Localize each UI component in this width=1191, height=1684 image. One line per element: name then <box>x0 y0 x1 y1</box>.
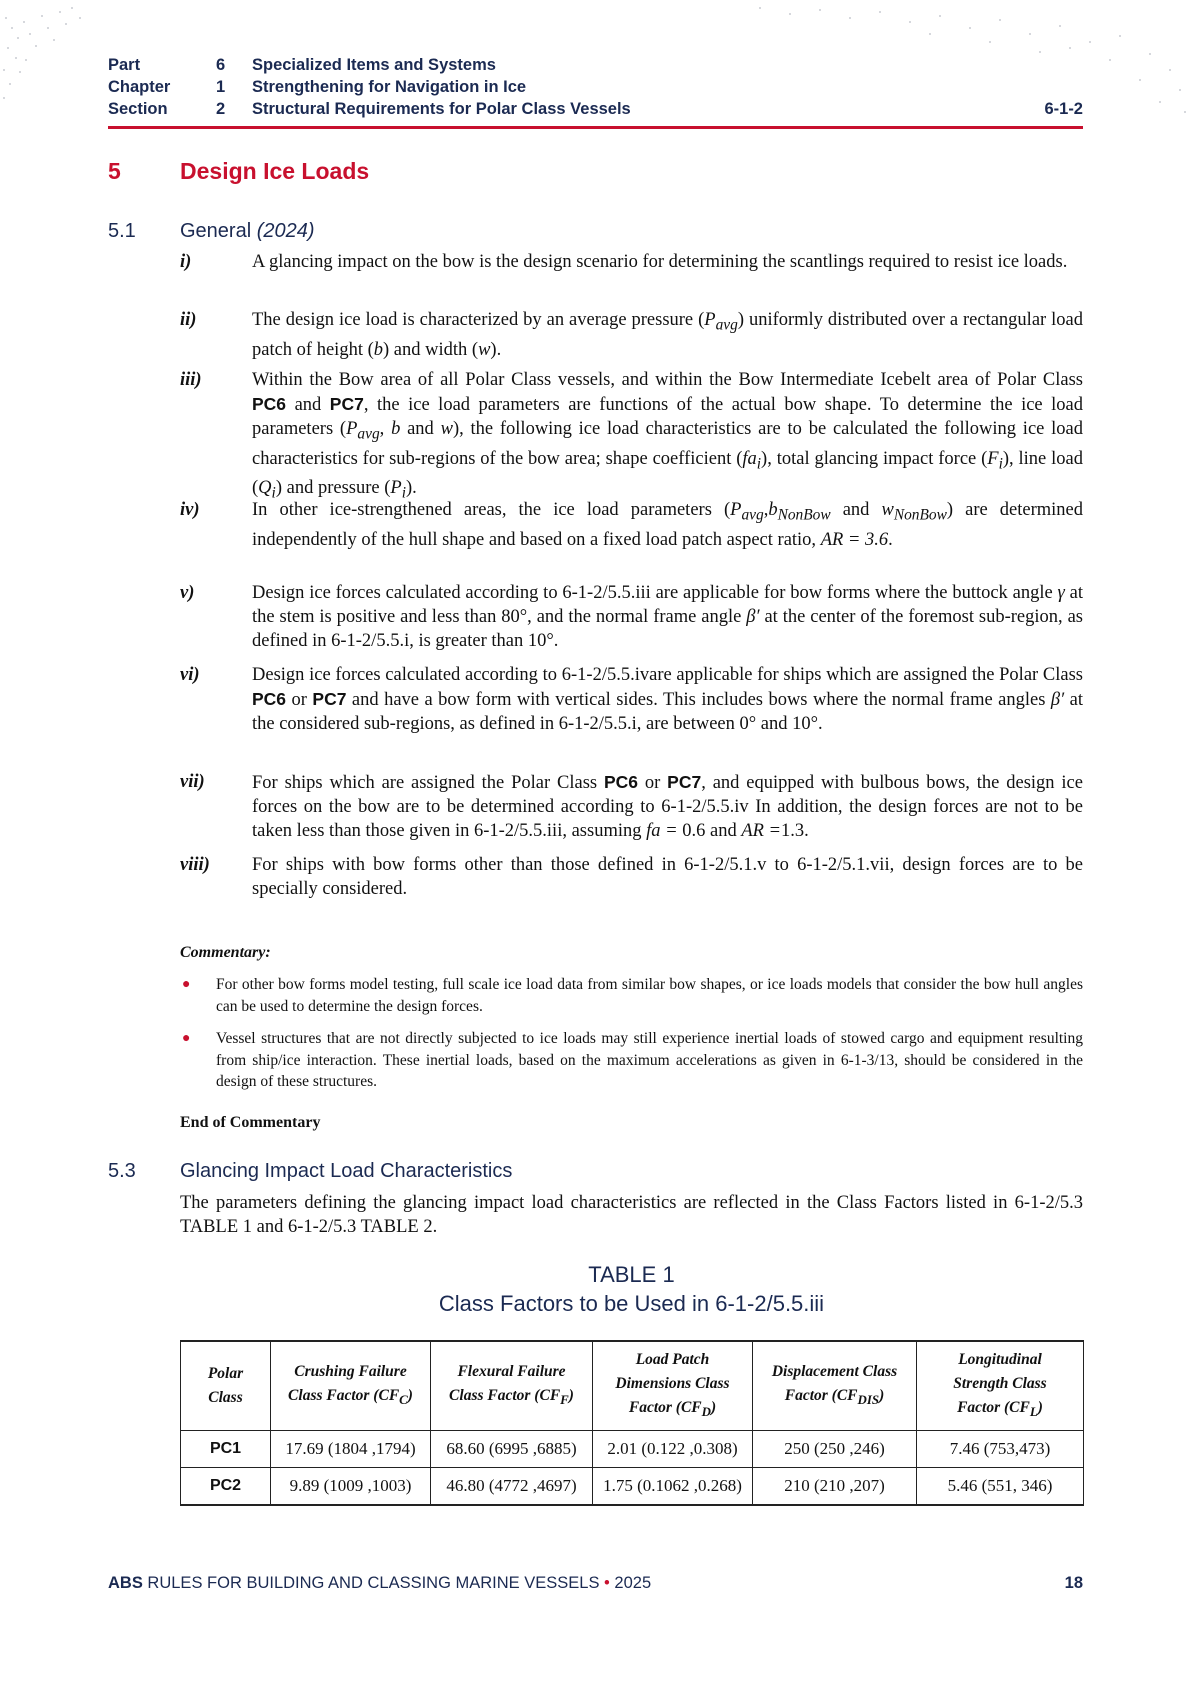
column-header: Polar Class <box>181 1341 271 1431</box>
left-dot-wave <box>3 7 81 99</box>
table-cell: 5.46 (551, 346) <box>917 1468 1084 1506</box>
item-number: viii) <box>180 855 210 875</box>
table-cell: 9.89 (1009 ,1003) <box>271 1468 431 1506</box>
item-number: vi) <box>180 665 200 685</box>
column-header: Flexural Failure Class Factor $(CF_F)$ <box>431 1341 593 1431</box>
item-number: ii) <box>180 310 197 330</box>
bullet-text: For other bow forms model testing, full scale ice load data from similar bow shapes, or ice loads models that consider the bow hull angles can be used to determine the design forces. <box>216 976 1083 1015</box>
header-title: Strengthening for Navigation in Ice <box>252 78 527 96</box>
paragraph-5-3: The parameters defining the glancing impact load characteristics are reflected in the Class Factors listed in 6-1-2/5.3 TABLE 1 and 6-1-2/5.3 TABLE 2. <box>180 1193 1083 1237</box>
section-title: Design Ice Loads <box>180 158 370 184</box>
table-cell: 210 (210 ,207) <box>753 1468 917 1506</box>
header-label: Part <box>108 56 141 74</box>
commentary-end: End of Commentary <box>180 1114 321 1131</box>
item-number: i) <box>180 252 192 272</box>
item-text: Design ice forces calculated according to 6-1-2/5.5.ivare applicable for ships which are assigned the Polar Class PC6 or PC7 and have a bow form with vertical sides. This includes bows where the normal frame angles β′ at the considered sub-regions, as defined in 6-1-2/5.5.i, are between 0° and 10°. <box>252 665 1083 734</box>
column-header: Crushing Failure Class Factor $(CF_C)$ <box>271 1341 431 1431</box>
subsection-number: 5.3 <box>108 1160 136 1182</box>
table-cell: 17.69 (1804 ,1794) <box>271 1431 431 1468</box>
right-dot-wave <box>759 7 1186 113</box>
item-number: vii) <box>180 772 205 792</box>
footer-title: ABS RULES FOR BUILDING AND CLASSING MARINE VESSELS • 2025 <box>108 1574 652 1592</box>
bullet-icon: ● <box>182 977 191 992</box>
item-text: For ships with bow forms other than those defined in 6-1-2/5.1.v to 6-1-2/5.1.vii, design forces are to be specially considered. <box>252 855 1083 899</box>
item-text: Within the Bow area of all Polar Class vessels, and within the Bow Intermediate Icebelt area of Polar Class PC6 and PC7, the ice load parameters are functions of the actual bow shape. To determine the ice load parameters ($P_{avg}$, b and w), the following ice load characteristics are to be calculated the following ice load characteristics for sub-regions of the bow area; shape coefficient $(fa_i)$, total glancing impact force $(F_i)$, line load $(Q_i)$ and pressure $(P_i)$. <box>252 370 1083 503</box>
column-header: Displacement Class Factor $(CF_{DIS})$ <box>753 1341 917 1431</box>
table-row <box>181 1468 1084 1506</box>
subsection-number: 5.1 <box>108 220 136 242</box>
table-cell: PC1 <box>181 1431 271 1468</box>
table-cell: 2.01 (0.122 ,0.308) <box>593 1431 753 1468</box>
table-cell: 46.80 (4772 ,4697) <box>431 1468 593 1506</box>
table-cell: 7.46 (753,473) <box>917 1431 1084 1468</box>
header-reference: 6-1-2 <box>1044 100 1083 118</box>
header-num: 1 <box>216 78 226 96</box>
item-number: iv) <box>180 500 200 520</box>
table-title: Class Factors to be Used in 6-1-2/5.5.iii <box>438 1291 825 1316</box>
item-number: iii) <box>180 370 202 390</box>
header-title: Specialized Items and Systems <box>252 56 496 74</box>
table-number: TABLE 1 <box>588 1262 675 1287</box>
bullet-icon: ● <box>182 1031 191 1046</box>
column-header: Load Patch Dimensions Class Factor $(CF_D)$ <box>593 1341 753 1431</box>
table-cell: 1.75 (0.1062 ,0.268) <box>593 1468 753 1506</box>
header-rule <box>108 126 1083 129</box>
subsection-title: General <box>180 220 252 242</box>
subsection-year: (2024) <box>256 220 315 242</box>
class-factors-table <box>180 1340 1084 1506</box>
page-number: 18 <box>1064 1574 1083 1592</box>
section-number: 5 <box>108 158 121 184</box>
commentary-heading: Commentary: <box>180 944 271 961</box>
table-cell: PC2 <box>181 1468 271 1506</box>
table-cell: 250 (250 ,246) <box>753 1431 917 1468</box>
footer-brand: ABS <box>108 1574 143 1592</box>
header-label: Section <box>108 100 168 118</box>
item-text: The design ice load is characterized by an average pressure $(P_{avg})$ uniformly distributed over a rectangular load patch of height (b) and width (w). <box>252 310 1083 360</box>
item-text: A glancing impact on the bow is the design scenario for determining the scantlings required to resist ice loads. <box>252 252 1068 272</box>
subsection-title: Glancing Impact Load Characteristics <box>180 1160 513 1182</box>
column-header: Longitudinal Strength Class Factor $(CF_L)$ <box>917 1341 1084 1431</box>
item-text: For ships which are assigned the Polar Class PC6 or PC7, and equipped with bulbous bows, the design ice forces on the bow are to be determined according to 6-1-2/5.5.iv In addition, the design forces are not to be taken less than those given in 6-1-2/5.5.iii, assuming fa = 0.6 and AR =1.3. <box>252 772 1083 841</box>
table-row <box>181 1431 1084 1468</box>
item-text: Design ice forces calculated according to 6-1-2/5.5.iii are applicable for bow forms where the buttock angle γ at the stem is positive and less than 80°, and the normal frame angle β′ at the center of the foremost sub-region, as defined in 6-1-2/5.5.i, is greater than 10°. <box>252 583 1083 651</box>
header-num: 2 <box>216 100 226 118</box>
table-cell: 68.60 (6995 ,6885) <box>431 1431 593 1468</box>
item-text: In other ice-strengthened areas, the ice load parameters ($P_{avg},b_{NonBow}$ and $w_{NonBow}$) are determined independently of the hull shape and based on a fixed load patch aspect ratio, AR = 3.6. <box>252 500 1083 550</box>
header-label: Chapter <box>108 78 171 96</box>
table-header-row <box>181 1341 1084 1431</box>
bullet-text: Vessel structures that are not directly subjected to ice loads may still experience inertial loads of stowed cargo and equipment resulting from ship/ice interaction. These inertial loads, based on the maximum accelerations as given in 6-1-3/13, should be considered in the design of these structures. <box>216 1030 1083 1090</box>
header-num: 6 <box>216 56 226 74</box>
item-number: v) <box>180 583 195 603</box>
header-title: Structural Requirements for Polar Class Vessels <box>252 100 631 118</box>
